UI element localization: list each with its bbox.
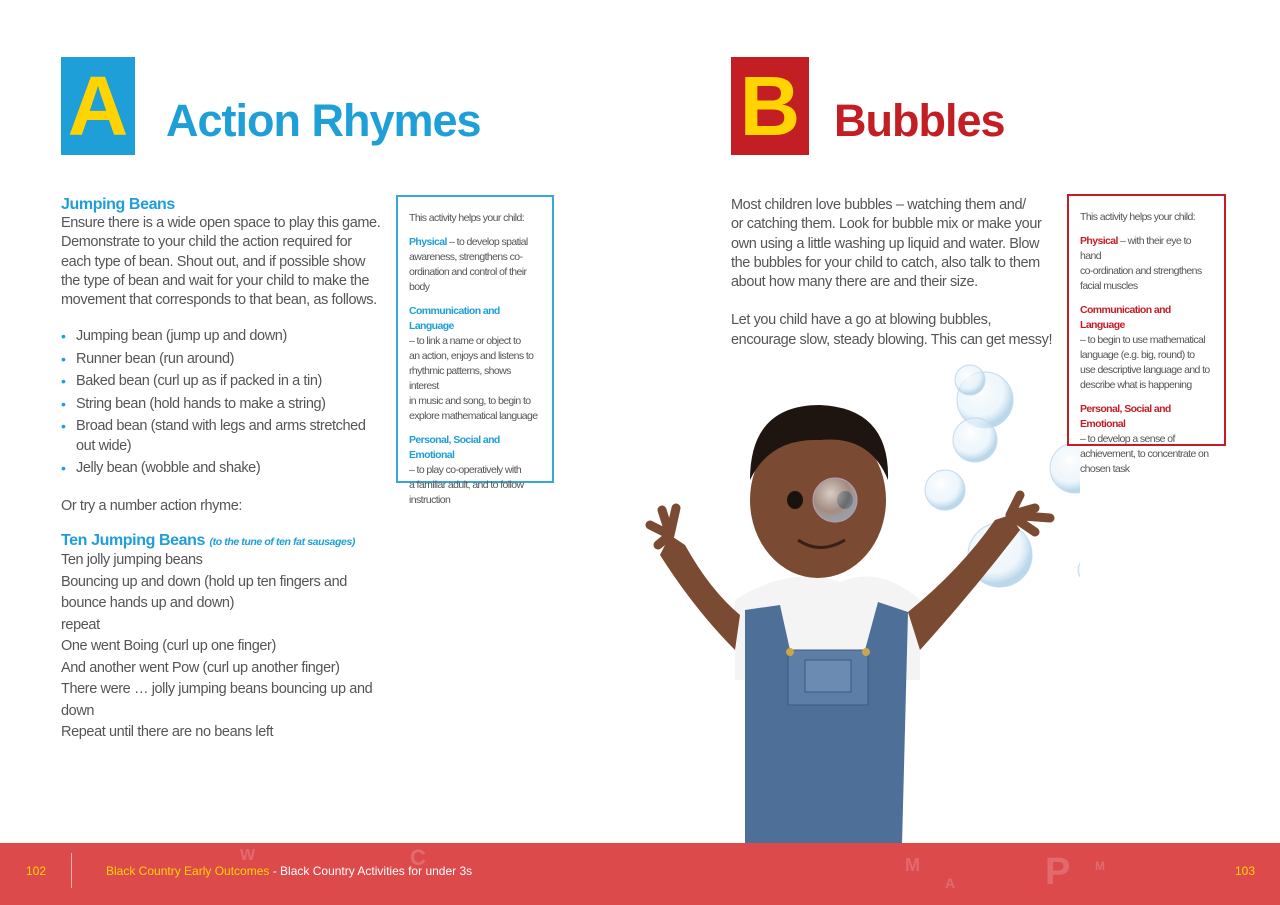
list-item: • Broad bean (stand with legs and arms stretched out wide) (61, 417, 376, 456)
decorative-letter: M (1095, 859, 1105, 873)
page-number-right: 103 (1235, 864, 1256, 878)
button-icon (862, 648, 870, 656)
personal-area (1080, 402, 1213, 477)
bubbles-title: Bubbles (834, 95, 1005, 146)
bubble (925, 470, 965, 510)
rhyme-line: down (61, 702, 95, 719)
button-icon (786, 648, 794, 656)
page-footer (0, 843, 1280, 905)
para-line: about how many there are and their size. (731, 274, 978, 291)
action-rhymes-title: Action Rhymes (166, 95, 481, 146)
toddler-bubbles-illustration (640, 350, 1080, 845)
ten-jumping-beans-heading-row (61, 532, 391, 550)
area-line: body (409, 281, 430, 293)
communication-area (1080, 303, 1213, 393)
left-arm (660, 535, 740, 650)
decorative-letter: P (1045, 851, 1071, 893)
box-intro: This activity helps your child: (1080, 211, 1196, 223)
rhyme-line: Ten jolly jumping beans (61, 552, 203, 568)
jumping-beans-heading: Jumping Beans (61, 196, 175, 213)
intro-line: Demonstrate to your child the action required for (61, 234, 352, 251)
area-label: Communication and Language (409, 305, 500, 332)
communication-area (409, 304, 541, 424)
area-label: Personal, Social and Emotional (409, 434, 500, 461)
bubbles-intro (731, 196, 1061, 350)
para-line: encourage slow, steady blowing. This can get messy! (731, 331, 1053, 348)
area-label: Physical (1080, 235, 1118, 247)
rhyme-lines (61, 550, 391, 744)
area-label: Communication and Language (1080, 304, 1171, 331)
area-line: co-ordination and strengthens (1080, 265, 1202, 277)
list-item: • Jumping bean (jump up and down) (61, 327, 376, 347)
tune-note: (to the tune of ten fat sausages) (209, 536, 355, 548)
para-line: Most children love bubbles – watching them and/ (731, 197, 1026, 213)
area-line: a familiar adult, and to follow (409, 479, 524, 491)
intro-line: movement that corresponds to that bean, as follows. (61, 292, 377, 309)
letter-a: A (67, 59, 129, 153)
intro-line: each type of bean. Shout out, and if possible show (61, 253, 366, 270)
area-line: chosen task (1080, 463, 1130, 475)
letter-b-block (731, 57, 809, 155)
letter-a-block (61, 57, 135, 155)
or-try-text: Or try a number action rhyme: (61, 498, 242, 514)
rhyme-line: Repeat until there are no beans left (61, 724, 274, 740)
rhyme-line: There were … jolly jumping beans bouncing up and (61, 681, 373, 697)
para-line: own using a little washing up liquid and water. Blow (731, 235, 1040, 252)
activity-helps-box-right (1067, 194, 1226, 475)
bubble (813, 478, 857, 522)
area-label: Physical (409, 236, 447, 248)
area-line: achievement, to concentrate on (1080, 448, 1209, 460)
ten-jumping-beans-heading: Ten Jumping Beans (61, 532, 206, 549)
activity-helps-box-left (396, 195, 554, 506)
bubble (953, 418, 997, 462)
list-item: • Jelly bean (wobble and shake) (61, 459, 376, 479)
area-line: instruction (409, 494, 451, 506)
bubble (955, 365, 985, 395)
personal-area (409, 433, 541, 508)
area-line: rhythmic patterns, shows interest (409, 365, 511, 392)
rhyme-line: One went Boing (curl up one finger) (61, 638, 276, 654)
intro-line: the type of bean and wait for your child to make the (61, 272, 370, 289)
rhyme-line: And another went Pow (curl up another finger) (61, 659, 340, 676)
decorative-letter: M (905, 855, 920, 875)
area-line: language (e.g. big, round) to (1080, 349, 1195, 361)
footer-brand: Black Country Early Outcomes (106, 864, 270, 878)
intro-line: Ensure there is a wide open space to play this game. (61, 215, 381, 231)
area-line: – to develop a sense of (1080, 433, 1175, 445)
physical-area (1080, 234, 1213, 294)
decorative-letter: C (410, 845, 426, 870)
ten-jumping-beans-section (61, 532, 391, 744)
decorative-letter: W (240, 847, 256, 864)
list-item: • Baked bean (curl up as if packed in a tin) (61, 372, 376, 392)
area-line: – to begin to use mathematical (1080, 334, 1206, 346)
jumping-beans-intro (61, 214, 391, 310)
area-line: – to develop spatial (446, 236, 528, 248)
area-line: ordination and control of their (409, 266, 527, 278)
area-line: – with their eye to hand (1080, 235, 1192, 262)
area-line: describe what is happening (1080, 379, 1192, 391)
rhyme-line: repeat (61, 616, 100, 633)
jumping-beans-section (61, 196, 391, 310)
area-line: – to play co-operatively with (409, 464, 522, 476)
list-item: • Runner bean (run around) (61, 350, 376, 370)
para-line: or catching them. Look for bubble mix or make your (731, 216, 1042, 233)
bubble (1078, 558, 1080, 582)
area-line: awareness, strengthens co- (409, 251, 523, 263)
footer-title (106, 864, 472, 878)
rhyme-line: bounce hands up and down) (61, 595, 235, 611)
bib-pocket (805, 660, 851, 692)
box-intro: This activity helps your child: (409, 212, 525, 224)
area-line: use descriptive language and to (1080, 364, 1210, 376)
area-label: Personal, Social and Emotional (1080, 403, 1171, 430)
bubble (1050, 443, 1080, 493)
eye (787, 491, 803, 509)
list-item: • String bean (hold hands to make a string) (61, 395, 376, 415)
footer-subtitle: - Black Country Activities for under 3s (269, 864, 473, 878)
para-line: Let you child have a go at blowing bubbles, (731, 312, 992, 329)
area-line: – to link a name or object to (409, 335, 521, 347)
letter-b: B (739, 59, 801, 153)
area-line: facial muscles (1080, 280, 1138, 292)
footer-divider (71, 853, 72, 888)
rhyme-line: Bouncing up and down (hold up ten fingers and (61, 573, 347, 590)
physical-area (409, 235, 541, 295)
area-line: in music and song, to begin to (409, 395, 531, 407)
area-line: an action, enjoys and listens to (409, 350, 534, 362)
para-line: the bubbles for your child to catch, also talk to them (731, 254, 1040, 271)
area-line: explore mathematical language (409, 410, 538, 422)
bean-list (61, 327, 376, 482)
decorative-letter: A (945, 875, 956, 891)
page-number-left: 102 (26, 864, 47, 878)
